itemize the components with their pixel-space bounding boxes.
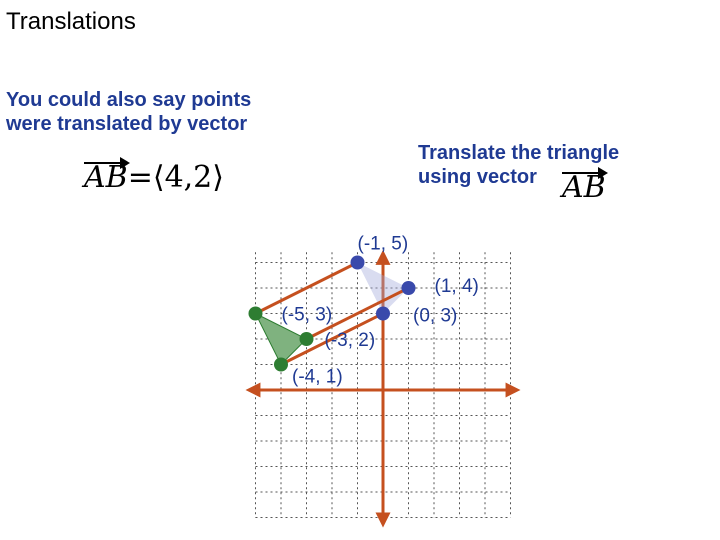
original-point bbox=[274, 358, 288, 372]
note-line-1: You could also say points bbox=[6, 89, 252, 111]
original-point bbox=[300, 332, 314, 346]
instruction-line-1: Translate the triangle bbox=[418, 142, 620, 164]
instruction-line-2: using vector bbox=[418, 166, 537, 188]
vector-ab-symbol-2: AB bbox=[562, 170, 606, 205]
original-point bbox=[249, 307, 263, 321]
image-point bbox=[402, 281, 416, 295]
original-point-label: (-4, 1) bbox=[292, 366, 343, 388]
image-point-label: (0, 3) bbox=[413, 305, 458, 327]
image-point-label: (1, 4) bbox=[434, 276, 479, 297]
vector-ab-symbol: AB bbox=[84, 160, 128, 195]
note-line-2: were translated by vector bbox=[6, 113, 248, 135]
image-point bbox=[351, 256, 365, 270]
image-point-label: (-1, 5) bbox=[357, 233, 409, 255]
equals-sign: = bbox=[127, 160, 153, 195]
original-point-label: (-5, 3) bbox=[281, 304, 333, 326]
vector-components: ⟨4,2⟩ bbox=[152, 160, 224, 195]
slide-title: Translations bbox=[6, 8, 136, 35]
image-point bbox=[376, 307, 390, 321]
original-point-label: (-3, 2) bbox=[324, 330, 376, 351]
